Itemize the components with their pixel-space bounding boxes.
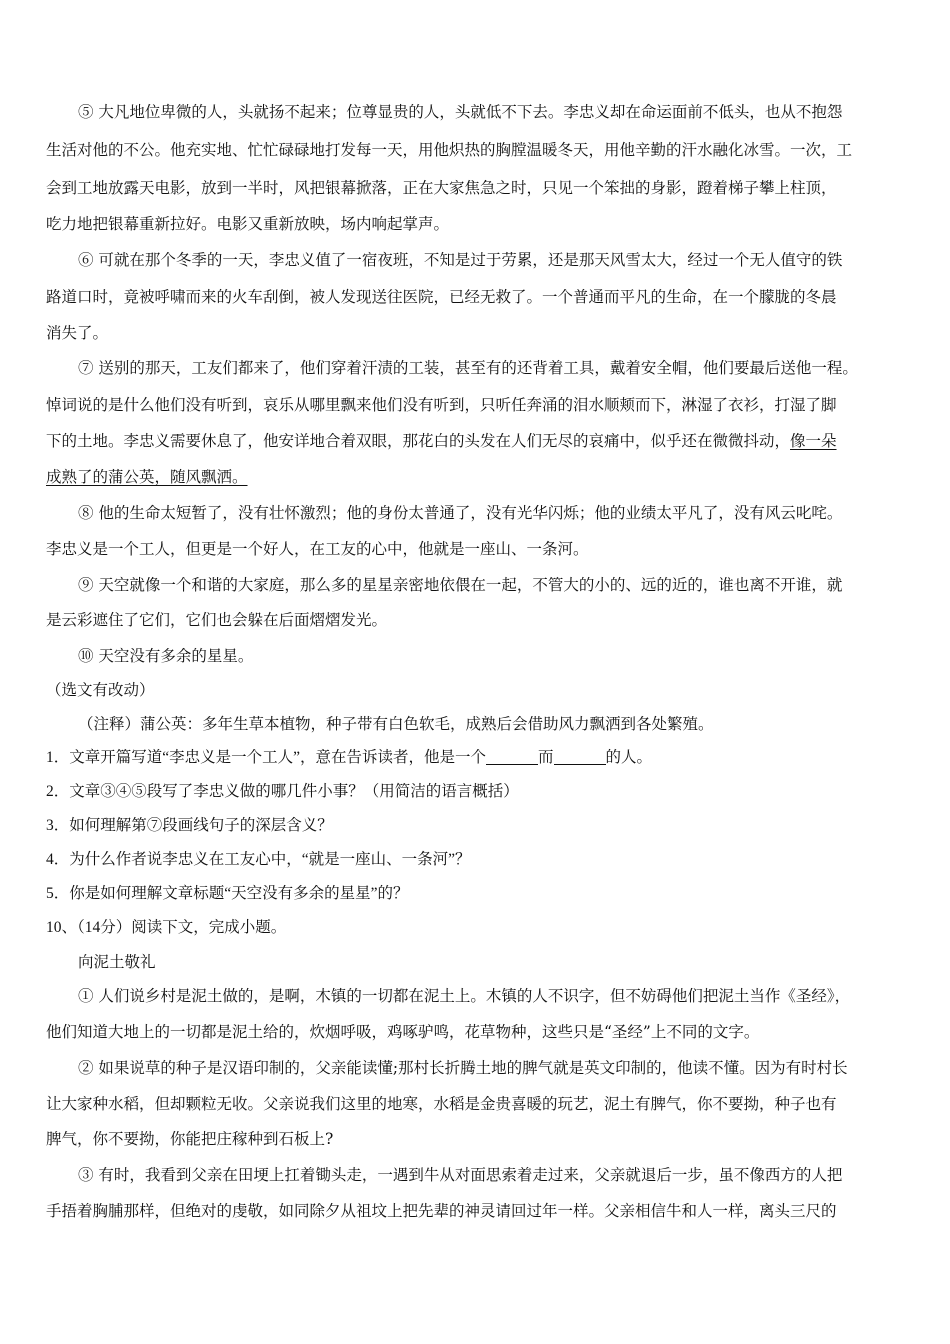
para6-line3: 消失了。 (46, 324, 109, 342)
para6-line1: ⑥ 可就在那个冬季的一天，李忠义值了一宿夜班，不知是过于劳累，还是那天风雪太大，经过一个无人值守的铁 (78, 251, 843, 269)
question-5: 5．你是如何理解文章标题“天空没有多余的星星”的？ (46, 885, 409, 902)
s10-para3-line2: 手捂着胸脯那样，但绝对的虔敬，如同除夕从祖坟上把先辈的神灵请回过年一样。父亲相信牛和人一样，离头三尺的 (46, 1202, 837, 1220)
para8-line2: 李忠义是一个工人，但更是一个好人，在工友的心中，他就是一座山、一条河。 (46, 540, 589, 558)
s10-para2-line2: 让大家种水稻，但却颗粒无收。父亲说我们这里的地寒，水稻是金贵喜暖的玩艺，泥土有脾气，你不要拗，种子也有 (46, 1095, 837, 1113)
para7-line1: ⑦ 送别的那天，工友们都来了，他们穿着汗渍的工装，甚至有的还背着工具，戴着安全帽，他们要最后送他一程。 (78, 359, 858, 377)
question-3: 3．如何理解第⑦段画线句子的深层含义？ (46, 817, 333, 834)
para7-line3-text: 下的土地。李忠义需要休息了，他安详地合着双眼，那花白的头发在人们无尽的哀痛中，似乎还在微微抖动， (46, 432, 791, 450)
question-1-mid: 而 (538, 749, 554, 766)
para7-line2: 悼词说的是什么他们没有听到，哀乐从哪里飘来他们没有听到，只听任奔涌的泪水顺颊而下，淋湿了衣衫，打湿了脚 (46, 396, 837, 414)
question-2: 2．文章③④⑤段写了李忠义做的哪几件小事？（用简洁的语言概括） (46, 783, 519, 800)
para9-line2: 是云彩遮住了它们，它们也会躲在后面熠熠发光。 (46, 611, 388, 629)
para5-line3: 会到工地放露天电影，放到一半时，风把银幕掀落，正在大家焦急之时，只见一个笨拙的身影，蹬着梯子攀上柱顶， (46, 179, 837, 197)
para7-line3 (46, 431, 837, 451)
s10-para1-line2: 他们知道大地上的一切都是泥土给的，炊烟呼吸，鸡啄驴鸣，花草物种，这些只是“圣经”上不同的文字。 (46, 1023, 760, 1041)
annotation: （注释）蒲公英：多年生草本植物，种子带有白色软毛，成熟后会借助风力飘洒到各处繁殖。 (78, 715, 714, 733)
para5-line2: 生活对他的不公。他充实地、忙忙碌碌地打发每一天，用他炽热的胸膛温暖冬天，用他辛勤的汗水融化冰雪。一次，工 (46, 141, 853, 159)
source-note: （选文有改动） (46, 681, 155, 699)
s10-para2-line3: 脾气，你不要拗，你能把庄稼种到石板上? (46, 1130, 334, 1148)
para10: ⑩ 天空没有多余的星星。 (78, 647, 254, 665)
answer-blank-2[interactable] (554, 748, 606, 765)
article-title: 向泥土敬礼 (78, 953, 156, 971)
para5-line4: 吃力地把银幕重新拉好。电影又重新放映，场内响起掌声。 (46, 215, 450, 233)
underlined-sentence-start: 像一朵 (790, 432, 837, 450)
question-1-end: 的人。 (605, 749, 653, 766)
question-4: 4．为什么作者说李忠义在工友心中，“就是一座山、一条河”？ (46, 851, 471, 868)
para7-line4 (46, 467, 248, 487)
s10-para3-line1: ③ 有时，我看到父亲在田埂上扛着锄头走，一遇到牛从对面思索着走过来，父亲就退后一步，虽不像西方的人把 (78, 1166, 843, 1184)
para8-line1: ⑧ 他的生命太短暂了，没有壮怀激烈；他的身份太普通了，没有光华闪烁；他的业绩太平凡了，没有风云叱咤。 (78, 504, 843, 522)
para5-line1: ⑤ 大凡地位卑微的人，头就扬不起来；位尊显贵的人，头就低不下去。李忠义却在命运面前不低头，也从不抱怨 (78, 103, 843, 121)
para6-line2: 路道口时，竟被呼啸而来的火车刮倒，被人发现送往医院，已经无救了。一个普通而平凡的生命，在一个朦胧的冬晨 (46, 288, 837, 306)
answer-blank-1[interactable] (486, 748, 538, 765)
question-1 (46, 748, 652, 768)
para9-line1: ⑨ 天空就像一个和谐的大家庭，那么多的星星亲密地依偎在一起，不管大的小的、远的近的，谁也离不开谁，就 (78, 576, 843, 594)
s10-para2-line1: ② 如果说草的种子是汉语印制的，父亲能读懂;那村长折腾土地的脾气就是英文印制的，他读不懂。因为有时村长 (78, 1059, 848, 1077)
question-1-text: 1．文章开篇写道“李忠义是一个工人”，意在告诉读者，他是一个 (46, 749, 487, 766)
section-10-heading: 10、（14分）阅读下文，完成小题。 (46, 919, 287, 936)
s10-para1-line1: ① 人们说乡村是泥土做的，是啊，木镇的一切都在泥土上。木镇的人不识字，但不妨碍他们把泥土当作《圣经》， (78, 987, 851, 1005)
underlined-sentence-end: 成熟了的蒲公英，随风飘洒。 (46, 468, 248, 486)
